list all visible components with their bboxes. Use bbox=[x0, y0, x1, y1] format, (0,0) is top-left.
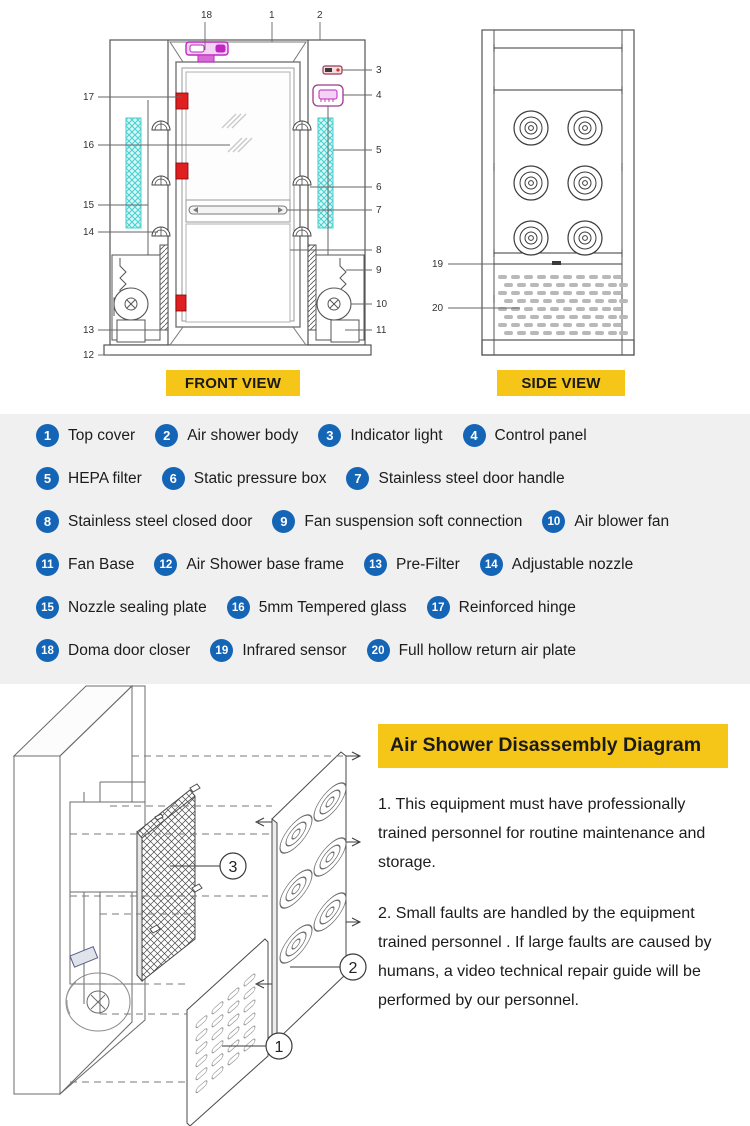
legend-item-19 bbox=[210, 639, 346, 662]
legend-label-11: Fan Base bbox=[68, 555, 135, 573]
front-view-banner: FRONT VIEW bbox=[166, 370, 300, 396]
legend-item-1 bbox=[36, 424, 135, 447]
legend-label-15: Nozzle sealing plate bbox=[68, 598, 207, 616]
legend-badge-18: 18 bbox=[36, 639, 59, 662]
parts-legend-panel bbox=[0, 414, 750, 684]
front-callout-11: 11 bbox=[376, 325, 387, 336]
legend-item-6 bbox=[162, 467, 327, 490]
disassembly-section bbox=[0, 684, 750, 1126]
legend-item-2 bbox=[155, 424, 298, 447]
disassembly-note-2: 2. Small faults are handled by the equipment trained personnel . If large faults are caused by humans, a video technical repair guide will be performed by our personnel. bbox=[378, 905, 712, 1009]
legend-label-9: Fan suspension soft connection bbox=[304, 512, 523, 530]
legend-label-10: Air blower fan bbox=[574, 512, 670, 530]
legend-badge-13: 13 bbox=[364, 553, 387, 576]
legend-item-4 bbox=[463, 424, 587, 447]
legend-label-20: Full hollow return air plate bbox=[398, 641, 577, 659]
iso-callout-text-2: 2 bbox=[348, 960, 358, 977]
legend-item-11 bbox=[36, 553, 134, 576]
front-and-side-view-drawing bbox=[0, 0, 750, 415]
front-view-drawing bbox=[98, 22, 372, 355]
indicator-light bbox=[323, 66, 342, 74]
door-handle-shape bbox=[189, 206, 287, 214]
pre-filter-left bbox=[160, 245, 168, 330]
legend-label-16: 5mm Tempered glass bbox=[258, 598, 407, 616]
legend-badge-11: 11 bbox=[36, 553, 59, 576]
disassembly-title-banner: Air Shower Disassembly Diagram bbox=[378, 724, 728, 768]
front-callout-16: 16 bbox=[83, 140, 95, 151]
legend-badge-6: 6 bbox=[162, 467, 185, 490]
front-callout-3: 3 bbox=[376, 65, 382, 76]
legend-badge-7: 7 bbox=[346, 467, 369, 490]
front-callout-8: 8 bbox=[376, 245, 382, 256]
legend-item-20 bbox=[367, 639, 576, 662]
legend-item-10 bbox=[542, 510, 669, 533]
legend-item-16 bbox=[227, 596, 407, 619]
legend-item-8 bbox=[36, 510, 252, 533]
legend-item-18 bbox=[36, 639, 190, 662]
legend-badge-20: 20 bbox=[367, 639, 390, 662]
legend-label-18: Doma door closer bbox=[68, 641, 191, 659]
side-callout-19: 19 bbox=[432, 259, 444, 270]
legend-row-4 bbox=[0, 543, 750, 586]
legend-badge-5: 5 bbox=[36, 467, 59, 490]
disassembly-note-1: 1. This equipment must have professionally trained personnel for routine maintenance and storage. bbox=[378, 796, 706, 871]
legend-badge-14: 14 bbox=[480, 553, 503, 576]
legend-label-8: Stainless steel closed door bbox=[68, 512, 253, 530]
legend-row-2 bbox=[0, 457, 750, 500]
pre-filter-right bbox=[308, 245, 316, 330]
iso-callout-text-1: 1 bbox=[274, 1039, 284, 1056]
legend-label-19: Infrared sensor bbox=[242, 641, 347, 659]
legend-label-12: Air Shower base frame bbox=[186, 555, 345, 573]
technical-drawings-section bbox=[0, 0, 750, 415]
front-callout-13: 13 bbox=[83, 325, 95, 336]
front-callout-17: 17 bbox=[83, 92, 95, 103]
legend-badge-10: 10 bbox=[542, 510, 565, 533]
isometric-disassembly-drawing bbox=[0, 684, 380, 1126]
legend-badge-17: 17 bbox=[427, 596, 450, 619]
legend-badge-2: 2 bbox=[155, 424, 178, 447]
legend-item-17 bbox=[427, 596, 576, 619]
legend-row-5 bbox=[0, 586, 750, 629]
legend-label-2: Air shower body bbox=[187, 426, 299, 444]
front-callout-10: 10 bbox=[376, 299, 388, 310]
legend-badge-9: 9 bbox=[272, 510, 295, 533]
front-callout-2: 2 bbox=[317, 10, 323, 21]
legend-label-13: Pre-Filter bbox=[396, 555, 460, 573]
legend-row-3 bbox=[0, 500, 750, 543]
front-callout-12: 12 bbox=[83, 350, 95, 361]
legend-label-7: Stainless steel door handle bbox=[378, 469, 565, 487]
hepa-filter-left bbox=[126, 118, 141, 228]
legend-label-3: Indicator light bbox=[350, 426, 443, 444]
side-callout-20: 20 bbox=[432, 303, 444, 314]
front-callout-15: 15 bbox=[83, 200, 95, 211]
iso-callout-text-3: 3 bbox=[228, 859, 238, 876]
legend-badge-3: 3 bbox=[318, 424, 341, 447]
legend-item-5 bbox=[36, 467, 142, 490]
legend-item-14 bbox=[480, 553, 634, 576]
return-air-plate-iso bbox=[187, 939, 268, 1126]
legend-label-1: Top cover bbox=[68, 426, 136, 444]
legend-label-17: Reinforced hinge bbox=[458, 598, 576, 616]
legend-item-3 bbox=[318, 424, 442, 447]
legend-badge-12: 12 bbox=[154, 553, 177, 576]
legend-item-12 bbox=[154, 553, 344, 576]
front-callout-14: 14 bbox=[83, 227, 95, 238]
legend-badge-16: 16 bbox=[227, 596, 250, 619]
front-callout-4: 4 bbox=[376, 90, 382, 101]
legend-item-15 bbox=[36, 596, 207, 619]
legend-item-9 bbox=[272, 510, 522, 533]
front-callout-1: 1 bbox=[269, 10, 275, 21]
nozzle-panel-iso bbox=[272, 752, 346, 1040]
side-view-callout-numbers bbox=[432, 259, 444, 314]
front-callout-9: 9 bbox=[376, 265, 382, 276]
legend-item-13 bbox=[364, 553, 460, 576]
prefilter-mesh-panel bbox=[137, 784, 202, 981]
legend-row-6 bbox=[0, 629, 750, 672]
legend-label-4: Control panel bbox=[494, 426, 587, 444]
legend-badge-19: 19 bbox=[210, 639, 233, 662]
hepa-filter-right bbox=[318, 118, 333, 228]
front-callout-7: 7 bbox=[376, 205, 382, 216]
legend-label-6: Static pressure box bbox=[193, 469, 327, 487]
infrared-sensor bbox=[552, 261, 561, 265]
legend-badge-4: 4 bbox=[463, 424, 486, 447]
control-panel bbox=[313, 85, 343, 106]
front-callout-5: 5 bbox=[376, 145, 382, 156]
legend-badge-15: 15 bbox=[36, 596, 59, 619]
disassembly-notes bbox=[378, 724, 734, 1031]
legend-item-7 bbox=[346, 467, 564, 490]
legend-badge-1: 1 bbox=[36, 424, 59, 447]
legend-label-14: Adjustable nozzle bbox=[511, 555, 634, 573]
front-callout-6: 6 bbox=[376, 182, 382, 193]
legend-row-1 bbox=[0, 414, 750, 457]
side-view-banner: SIDE VIEW bbox=[497, 370, 625, 396]
front-callout-18: 18 bbox=[201, 10, 213, 21]
legend-label-5: HEPA filter bbox=[68, 469, 142, 487]
side-view-drawing bbox=[448, 30, 634, 355]
legend-badge-8: 8 bbox=[36, 510, 59, 533]
